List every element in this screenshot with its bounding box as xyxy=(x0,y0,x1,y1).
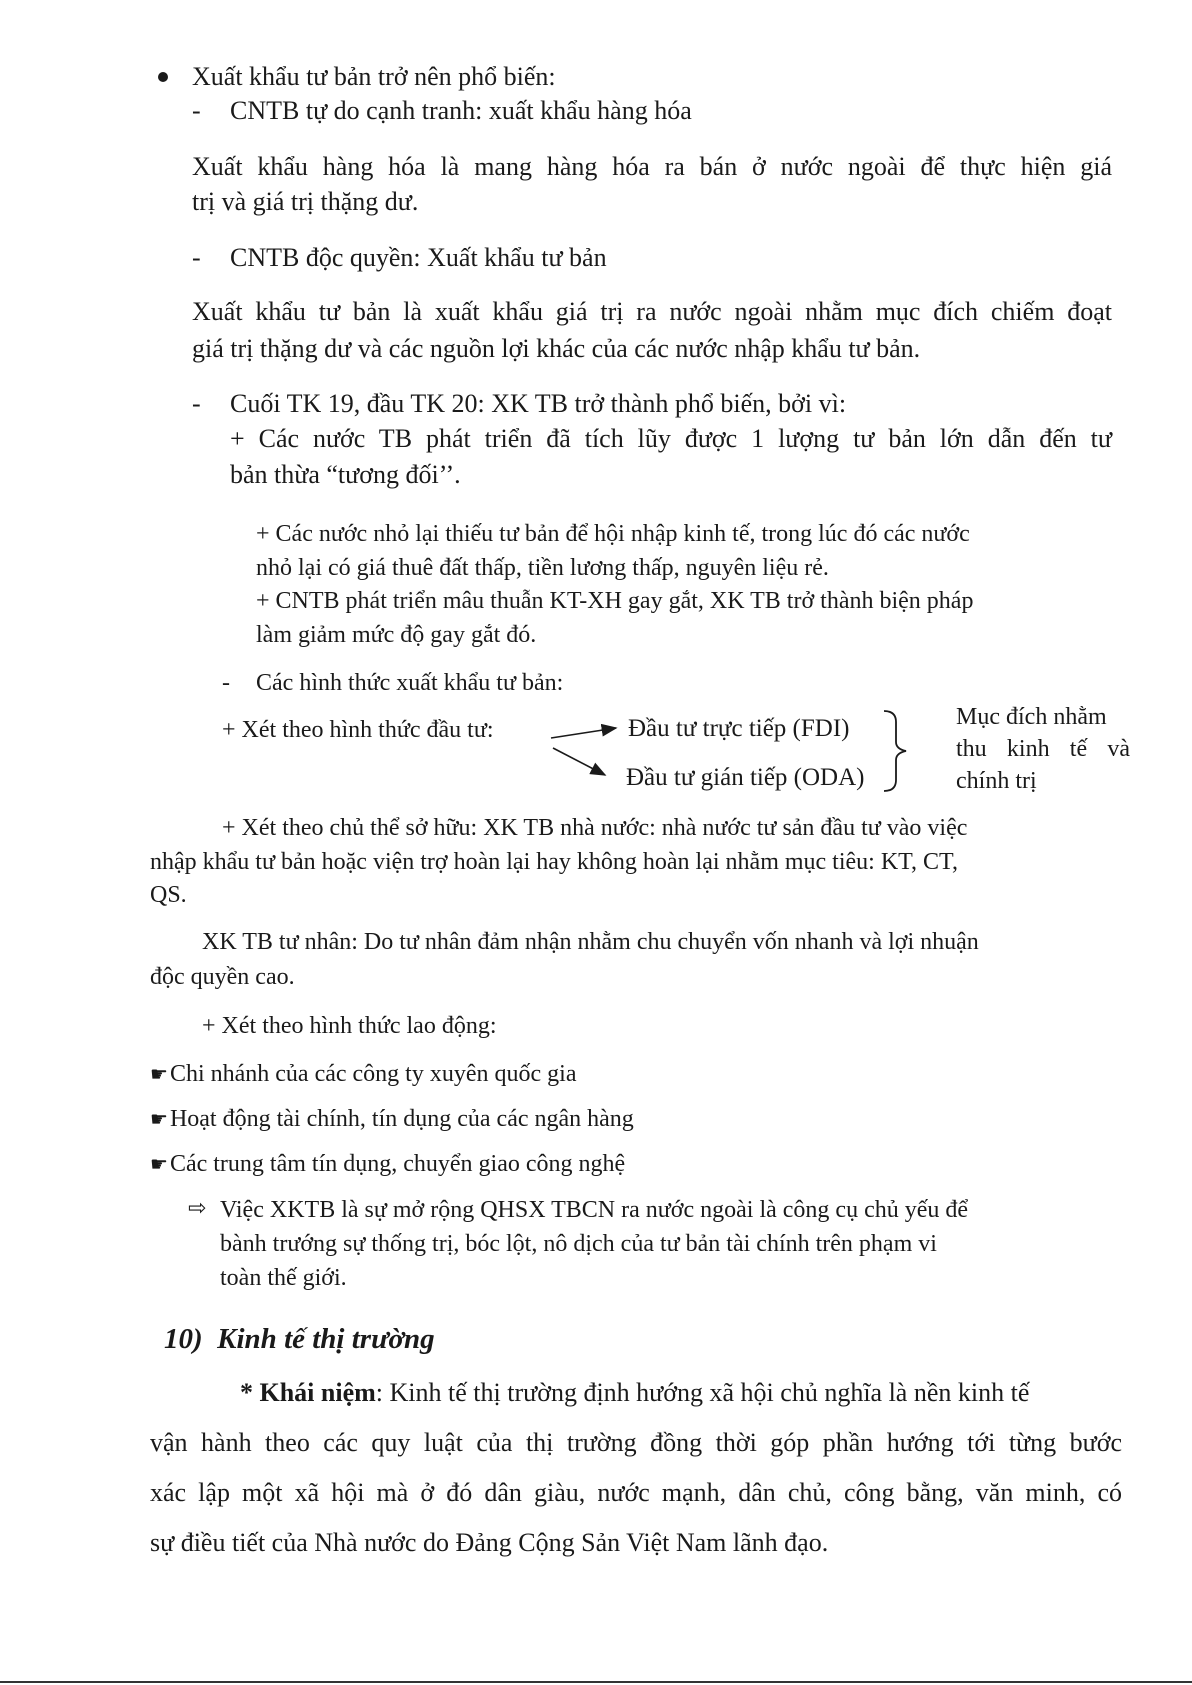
dash-marker: - xyxy=(192,96,201,125)
dash-marker: - xyxy=(192,243,201,272)
concept-prefix: * xyxy=(240,1378,260,1407)
concept-line-3: xác lập một xã hội mà ở đó dân giàu, nước mạnh, dân chủ, công bằng, văn minh, có xyxy=(150,1478,1122,1507)
conclusion-line-2: bành trướng sự thống trị, bóc lột, nô dịch của tư bản tài chính trên phạm vi xyxy=(220,1231,937,1257)
section-heading: 10) Kinh tế thị trường xyxy=(164,1323,435,1355)
concept-line-4: sự điều tiết của Nhà nước do Đảng Cộng Sản Việt Nam lãnh đạo. xyxy=(150,1528,829,1557)
oda-label: Đầu tư gián tiếp (ODA) xyxy=(626,764,865,791)
fdi-label: Đầu tư trực tiếp (FDI) xyxy=(628,715,850,742)
page-bottom-rule xyxy=(0,1681,1192,1683)
cntb-free-item: CNTB tự do cạnh tranh: xuất khẩu hàng hóa xyxy=(230,96,692,125)
arrow-to-oda xyxy=(553,748,605,775)
reason-2-line-1: + Các nước nhỏ lại thiếu tư bản để hội nhập kinh tế, trong lúc đó các nước xyxy=(256,521,970,547)
pointing-hand-icon: ☛ xyxy=(150,1152,168,1176)
right-arrow-icon: ⇨ xyxy=(188,1196,207,1221)
reason-1-line-1: + Các nước TB phát triển đã tích lũy được 1 lượng tư bản lớn dẫn đến tư xyxy=(230,424,1112,453)
late-century-item: Cuối TK 19, đầu TK 20: XK TB trở thành phổ biến, bởi vì: xyxy=(230,389,847,418)
export-goods-def-line-1: Xuất khẩu hàng hóa là mang hàng hóa ra bán ở nước ngoài để thực hiện giá xyxy=(192,152,1112,181)
labor-item-text: Các trung tâm tín dụng, chuyển giao công nghệ xyxy=(169,1151,626,1177)
by-owner-line-1: + Xét theo chủ thể sở hữu: XK TB nhà nước: nhà nước tư sản đầu tư vào việc xyxy=(222,815,968,841)
labor-item xyxy=(150,1152,625,1176)
pointing-hand-icon: ☛ xyxy=(150,1062,168,1086)
export-capital-def-line-2: giá trị thặng dư và các nguồn lợi khác của các nước nhập khẩu tư bản. xyxy=(192,334,921,363)
conclusion-line-1: Việc XKTB là sự mở rộng QHSX TBCN ra nước ngoài là công cụ chủ yếu để xyxy=(220,1197,969,1223)
by-investment-label: + Xét theo hình thức đầu tư: xyxy=(222,717,494,743)
conclusion-line-3: toàn thế giới. xyxy=(220,1265,347,1291)
concept-line-1 xyxy=(240,1380,1029,1406)
export-goods-def-line-2: trị và giá trị thặng dư. xyxy=(192,187,419,216)
concept-line-2: vận hành theo các quy luật của thị trường đồng thời góp phần hướng tới từng bước xyxy=(150,1428,1122,1457)
purpose-line-1: Mục đích nhằm xyxy=(956,704,1107,730)
private-line-2: độc quyền cao. xyxy=(150,964,295,990)
by-owner-line-2: nhập khẩu tư bản hoặc viện trợ hoàn lại hay không hoàn lại nhằm mục tiêu: KT, CT, xyxy=(150,849,958,875)
reason-3-line-1: + CNTB phát triển mâu thuẫn KT-XH gay gắt, XK TB trở thành biện pháp xyxy=(256,588,974,614)
pointing-hand-icon: ☛ xyxy=(150,1107,168,1131)
by-labor-label: + Xét theo hình thức lao động: xyxy=(202,1013,497,1039)
dash-marker: - xyxy=(192,389,201,418)
bullet-title: Xuất khẩu tư bản trở nên phổ biến: xyxy=(192,62,556,91)
private-line-1: XK TB tư nhân: Do tư nhân đảm nhận nhằm chu chuyển vốn nhanh và lợi nhuận xyxy=(202,929,979,955)
right-brace xyxy=(884,711,906,791)
reason-1-line-2: bản thừa “tương đối’’. xyxy=(230,460,461,489)
dash-marker: - xyxy=(222,670,230,696)
reason-3-line-2: làm giảm mức độ gay gắt đó. xyxy=(256,622,537,648)
arrow-to-fdi xyxy=(551,728,616,738)
purpose-line-3: chính trị xyxy=(956,768,1037,794)
labor-item-text: Hoạt động tài chính, tín dụng của các ngân hàng xyxy=(169,1106,634,1132)
labor-item xyxy=(150,1062,576,1086)
labor-item xyxy=(150,1107,634,1131)
export-capital-def-line-1: Xuất khẩu tư bản là xuất khẩu giá trị ra nước ngoài nhằm mục đích chiếm đoạt xyxy=(192,297,1112,326)
by-owner-line-3: QS. xyxy=(150,882,187,908)
concept-label: Khái niệm xyxy=(259,1378,376,1407)
labor-item-text: Chi nhánh của các công ty xuyên quốc gia xyxy=(169,1061,577,1087)
purpose-line-2: thu kinh tế và xyxy=(956,736,1130,762)
forms-title: Các hình thức xuất khẩu tư bản: xyxy=(256,670,564,696)
reason-2-line-2: nhỏ lại có giá thuê đất thấp, tiền lương thấp, nguyên liệu rẻ. xyxy=(256,555,829,581)
cntb-monopoly-item: CNTB độc quyền: Xuất khẩu tư bản xyxy=(230,243,607,272)
concept-text-1: : Kinh tế thị trường định hướng xã hội chủ nghĩa là nền kinh tế xyxy=(375,1378,1030,1407)
